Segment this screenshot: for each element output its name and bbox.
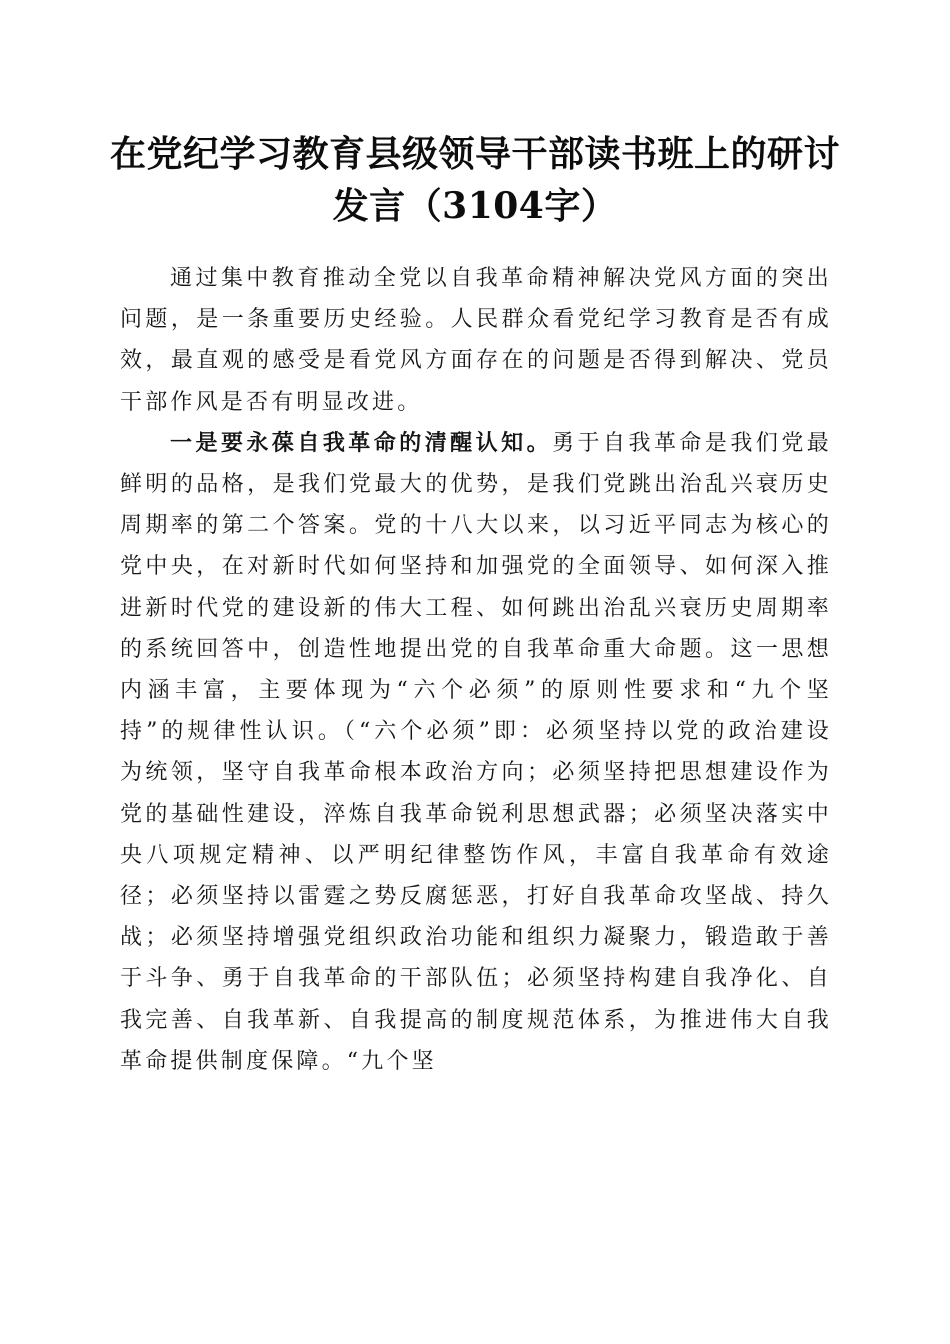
title-line-2: 发言（3104字）: [332, 185, 618, 227]
paragraph-text: 勇于自我革命是我们党最鲜明的品格，是我们党最大的优势，是我们党跳出治乱兴衰历史周期率的第二个答案。党的十八大以来，以习近平同志为核心的党中央，在对新时代如何坚持和加强党的全面领导、如何深入推进新时代党的建设新的伟大工程、如何跳出治乱兴衰历史周期率的系统回答中，创造性地提出党的自我革命重大命题。这一思想内涵丰富，主要体现为“六个必须”的原则性要求和“九个坚持”的规律性认识。（“六个必须”即：必须坚持以党的政治建设为统领，坚守自我革命根本政治方向；必须坚持把思想建设作为党的基础性建设，淬炼自我革命锐利思想武器；必须坚决落实中央八项规定精神、以严明纪律整饬作风，丰富自我革命有效途径；必须坚持以雷霆之势反腐惩恶，打好自我革命攻坚战、持久战；必须坚持增强党组织政治功能和组织力凝聚力，锻造敢于善于斗争、勇于自我革命的干部队伍；必须坚持构建自我净化、自我完善、自我革新、自我提高的制度规范体系，为推进伟大自我革命提供制度保障。“九个坚: [120, 430, 832, 1074]
paragraph-text: 通过集中教育推动全党以自我革命精神解决党风方面的突出问题，是一条重要历史经验。人民群众看党纪学习教育是否有成效，最直观的感受是看党风方面存在的问题是否得到解决、党员干部作风是否有明显改进。: [120, 266, 832, 415]
paragraph-lead-heading: 一是要永葆自我革命的清醒认知。: [170, 429, 553, 456]
document-body: [120, 258, 832, 1082]
paragraph-intro: [120, 258, 832, 423]
document-title: [90, 128, 860, 232]
paragraph-point-one: [120, 423, 832, 1082]
title-line-1: 在党纪学习教育县级领导干部读书班上的研讨: [109, 133, 840, 175]
